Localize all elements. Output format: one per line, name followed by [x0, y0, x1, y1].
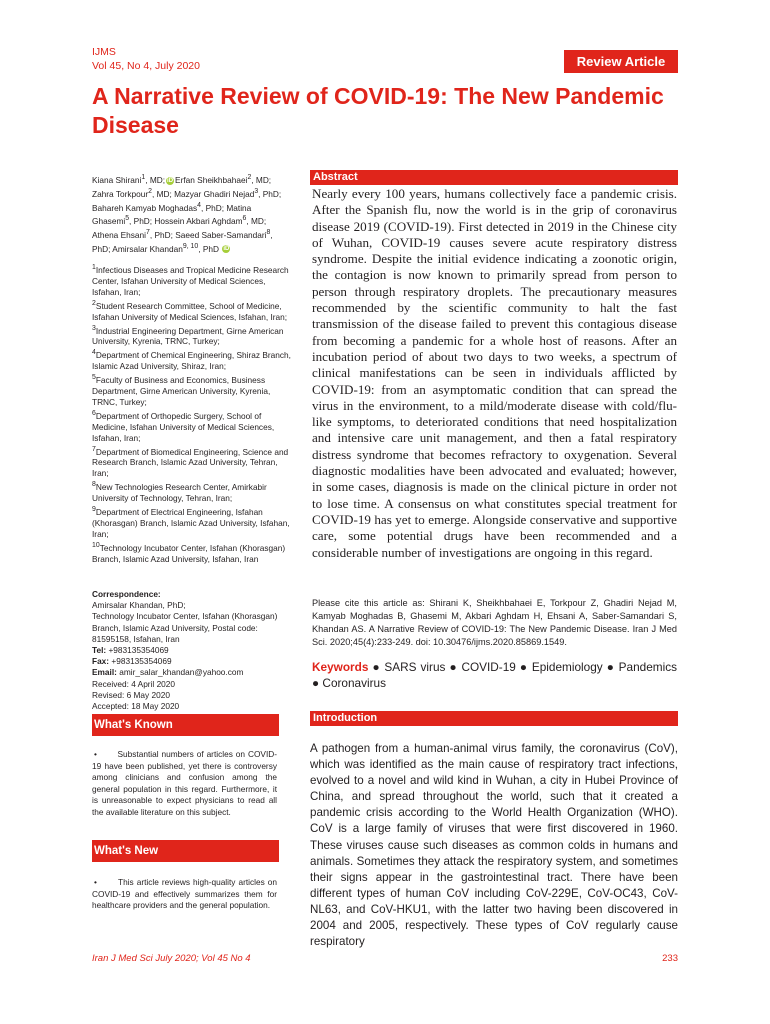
- article-title: A Narrative Review of COVID-19: The New Pandemic Disease: [92, 83, 664, 138]
- author-sup: 5: [125, 215, 130, 223]
- affiliation-item: $^9$Department of Electrical Engineering, Isfahan (Khorasgan) Branch, Islamic Azad University, Isfahan, Iran;: [92, 506, 290, 539]
- author-name: , PhD; Bahareh Kamyab Moghadas: [92, 188, 282, 213]
- author-sup: 2: [247, 174, 252, 181]
- author-name: , PhD; Hossein Akbari Aghdam: [129, 216, 243, 227]
- affiliation-item: $^5$Faculty of Business and Economics, Business Department, Girne American University, Kyrenia, TRNC, Turkey;: [92, 374, 271, 407]
- whats-known-heading: What's Known: [92, 714, 279, 736]
- orcid-icon[interactable]: iD: [167, 177, 174, 184]
- author-name: , PhD; Saeed Saber-Samandari: [149, 229, 267, 240]
- author-name: Kiana Shirani: [92, 174, 142, 185]
- whats-new-heading: What's New: [92, 840, 279, 862]
- journal-issue: Vol 45, No 4, July 2020: [92, 60, 200, 72]
- author-sup: 9, 10: [182, 242, 199, 250]
- affiliation-item: $^8$New Technologies Research Center, Amirkabir University of Technology, Tehran, Iran;: [92, 481, 267, 504]
- author-name: Erfan Sheikhbahaei: [175, 174, 248, 185]
- introduction-heading: Introduction: [310, 711, 678, 726]
- affiliation-item: $^7$Department of Biomedical Engineering, Science and Research Branch, Islamic Azad University, Tehran, Iran;: [92, 445, 289, 479]
- citation-text: Please cite this article as: Shirani K, Sheikhbahaei E, Torkpour Z, Ghadiri Nejad M, Kamyab Moghadas B, Ghasemi M, Akbari Aghdam H, Ehsani A, Saber-Samandari S, Khandan AS. A Narrative Review of COVID-19: The New Pandemic Disease. Iran J Med Sci. 2020;45(4):233-249. doi: 10.30476/ijms.2020.85869.1549.: [312, 598, 677, 647]
- author-name: , PhD; Amirsalar Khandan: [92, 229, 273, 254]
- author-sup: 8: [266, 229, 271, 237]
- accepted-date: Accepted: 18 May 2020: [92, 701, 180, 712]
- journal-name: IJMS: [92, 46, 116, 58]
- page-number: 233: [662, 953, 678, 964]
- keywords-label: Keywords: [312, 660, 369, 674]
- journal-header: [92, 45, 200, 73]
- correspondence-label: Correspondence:: [92, 589, 161, 599]
- affiliation-item: $^4$Department of Chemical Engineering, Shiraz Branch, Islamic Azad University, Shiraz, Iran;: [92, 349, 291, 372]
- author-list: [92, 172, 292, 255]
- keyword[interactable]: SARS virus: [384, 660, 446, 674]
- author-sup: 4: [197, 201, 202, 209]
- affiliation-item: $^3$Industrial Engineering Department, Girne American University, Kyrenia, TRNC, Turkey;: [92, 324, 284, 347]
- whats-new-text: • This article reviews high-quality articles on COVID-19 and effectively summarizes them for healthcare providers and the general population.: [92, 877, 277, 910]
- keyword[interactable]: Epidemiology: [531, 660, 603, 674]
- revised-date: Revised: 6 May 2020: [92, 689, 170, 700]
- affiliation-item: $^{10}$Technology Incubator Center, Isfahan (Khorasgan) Branch, Islamic Azad University, Isfahan, Iran: [92, 541, 286, 564]
- affiliation-item: $^1$Infectious Diseases and Tropical Medicine Research Center, Isfahan University of Medical Sciences, Isfahan, Iran;: [92, 264, 289, 297]
- correspondence-name: Amirsalar Khandan, PhD;: [92, 600, 186, 611]
- correspondence-address: Technology Incubator Center, Isfahan (Khorasgan) Branch, Islamic Azad University, Postal code: 81595158, Isfahan, Iran: [92, 611, 278, 644]
- keyword[interactable]: Pandemics: [618, 660, 678, 674]
- keyword[interactable]: Coronavirus: [322, 676, 387, 690]
- author-sup: 2: [148, 187, 152, 195]
- article-type-badge: Review Article: [564, 50, 678, 73]
- affiliation-item: $^6$Department of Orthopedic Surgery, School of Medicine, Isfahan University of Medical Sciences, Isfahan, Iran;: [92, 409, 275, 443]
- keyword[interactable]: COVID-19: [461, 660, 516, 674]
- correspondence-email[interactable]: amir_salar_khandan@yahoo.com: [119, 667, 244, 678]
- footer-citation: Iran J Med Sci July 2020; Vol 45 No 4: [92, 953, 251, 964]
- author-sup: 7: [145, 229, 150, 237]
- author-name: , PhD; Matina Ghasemi: [92, 202, 252, 227]
- abstract-text: Nearly every 100 years, humans collectively face a pandemic crisis. After the Spanish flu, now the world is in the grip of coronavirus disease 2019 (COVID-19). First detected in 2019 in the Chinese city of Wuhan, COVID-19 causes severe acute respiratory distress syndrome. Despite the initial evidence indicating a zoonotic origin, the contagion is now known to primarily spread from person to person through respiratory droplets. The precautionary measures recommended by the scientific community to halt the fast transmission of the disease failed to prevent this contagious disease from becoming a pandemic for a whole host of reasons. After an incubation period of about two days to two weeks, a spectrum of clinical manifestations can be seen in individuals afflicted by COVID-19: from an asymptomatic condition that can spread the virus in the environment, to a mild/moderate disease with cold/flu-like symptoms, to deteriorated conditions that need hospitalization and intensive care unit management, and then a fatal respiratory distress syndrome that becomes refractory to oxygenation. Several diagnostic modalities have been advocated and evaluated; however, in some cases, diagnosis is made on the clinical picture in order not to lose time. A consensus on what constitutes special treatment for COVID-19 has yet to emerge. Alongside conservative and supportive care, some potential drugs have been recommended and a considerable number of investigations are ongoing in this regard.: [312, 186, 677, 560]
- author-name: , MD; Athena Ehsani: [92, 216, 267, 240]
- introduction-text: A pathogen from a human-animal virus family, the coronavirus (CoV), which was identified as the main cause of respiratory tract infections, evolved to a novel and wild kind in Wuhan, a city in Hubei Province of China, and spread throughout the world, such that it created a pandemic crisis according to the World Health Organization (WHO). CoV is a large family of viruses that were first discovered in 1960. These viruses cause such diseases as common colds in humans and animals. Sometimes they attack the respiratory system, and sometimes their signs appear in the gastrointestinal tract. There have been different types of human CoV including CoV-229E, CoV-OC43, CoV-NL63, and CoV-HKU1, with the latter two having been discovered in 2004 and 2005, respectively. These types of CoV regularly cause respiratory: [310, 742, 678, 949]
- author-name: , MD; Mazyar Ghadiri Nejad: [151, 188, 255, 199]
- affiliation-item: $^2$Student Research Committee, School of Medicine, Isfahan University of Medical Sciences, Isfahan, Iran;: [92, 299, 288, 322]
- affiliation-list: [92, 262, 292, 565]
- author-name: , MD; Zahra Torkpour: [92, 174, 272, 199]
- author-degree: , MD;: [145, 174, 166, 185]
- keywords: Keywords ● SARS virus ● COVID-19 ● Epidemiology ● Pandemics ● Coronavirus: [312, 660, 678, 690]
- correspondence-block: Correspondence: Amirsalar Khandan, PhD; Technology Incubator Center, Isfahan (Khorasgan) Branch, Islamic Azad University, Postal code: 81595158, Isfahan, Iran Tel: +983135354069 Fax: +983135354069 Email: amir_salar_khandan@yahoo.com Received: 4 April 2020 Revised: 6 May 2020 Accepted: 18 May 2020: [92, 589, 292, 712]
- orcid-icon[interactable]: iD: [223, 246, 230, 253]
- author-sup: 1: [141, 174, 146, 181]
- author-degree: , PhD: [198, 243, 219, 254]
- whats-known-text: • Substantial numbers of articles on COVID-19 have been published, yet there is controversy among clinicians and confusion among the general population in this regard. Furthermore, it is unreasonable to expect physicians to read all the available literature on this subject.: [92, 749, 278, 817]
- abstract-heading: Abstract: [310, 170, 678, 185]
- correspondence-tel: +983135354069: [108, 645, 169, 656]
- author-sup: 6: [242, 215, 247, 223]
- correspondence-fax: +983135354069: [111, 656, 172, 667]
- received-date: Received: 4 April 2020: [92, 678, 176, 689]
- author-sup: 3: [254, 187, 259, 195]
